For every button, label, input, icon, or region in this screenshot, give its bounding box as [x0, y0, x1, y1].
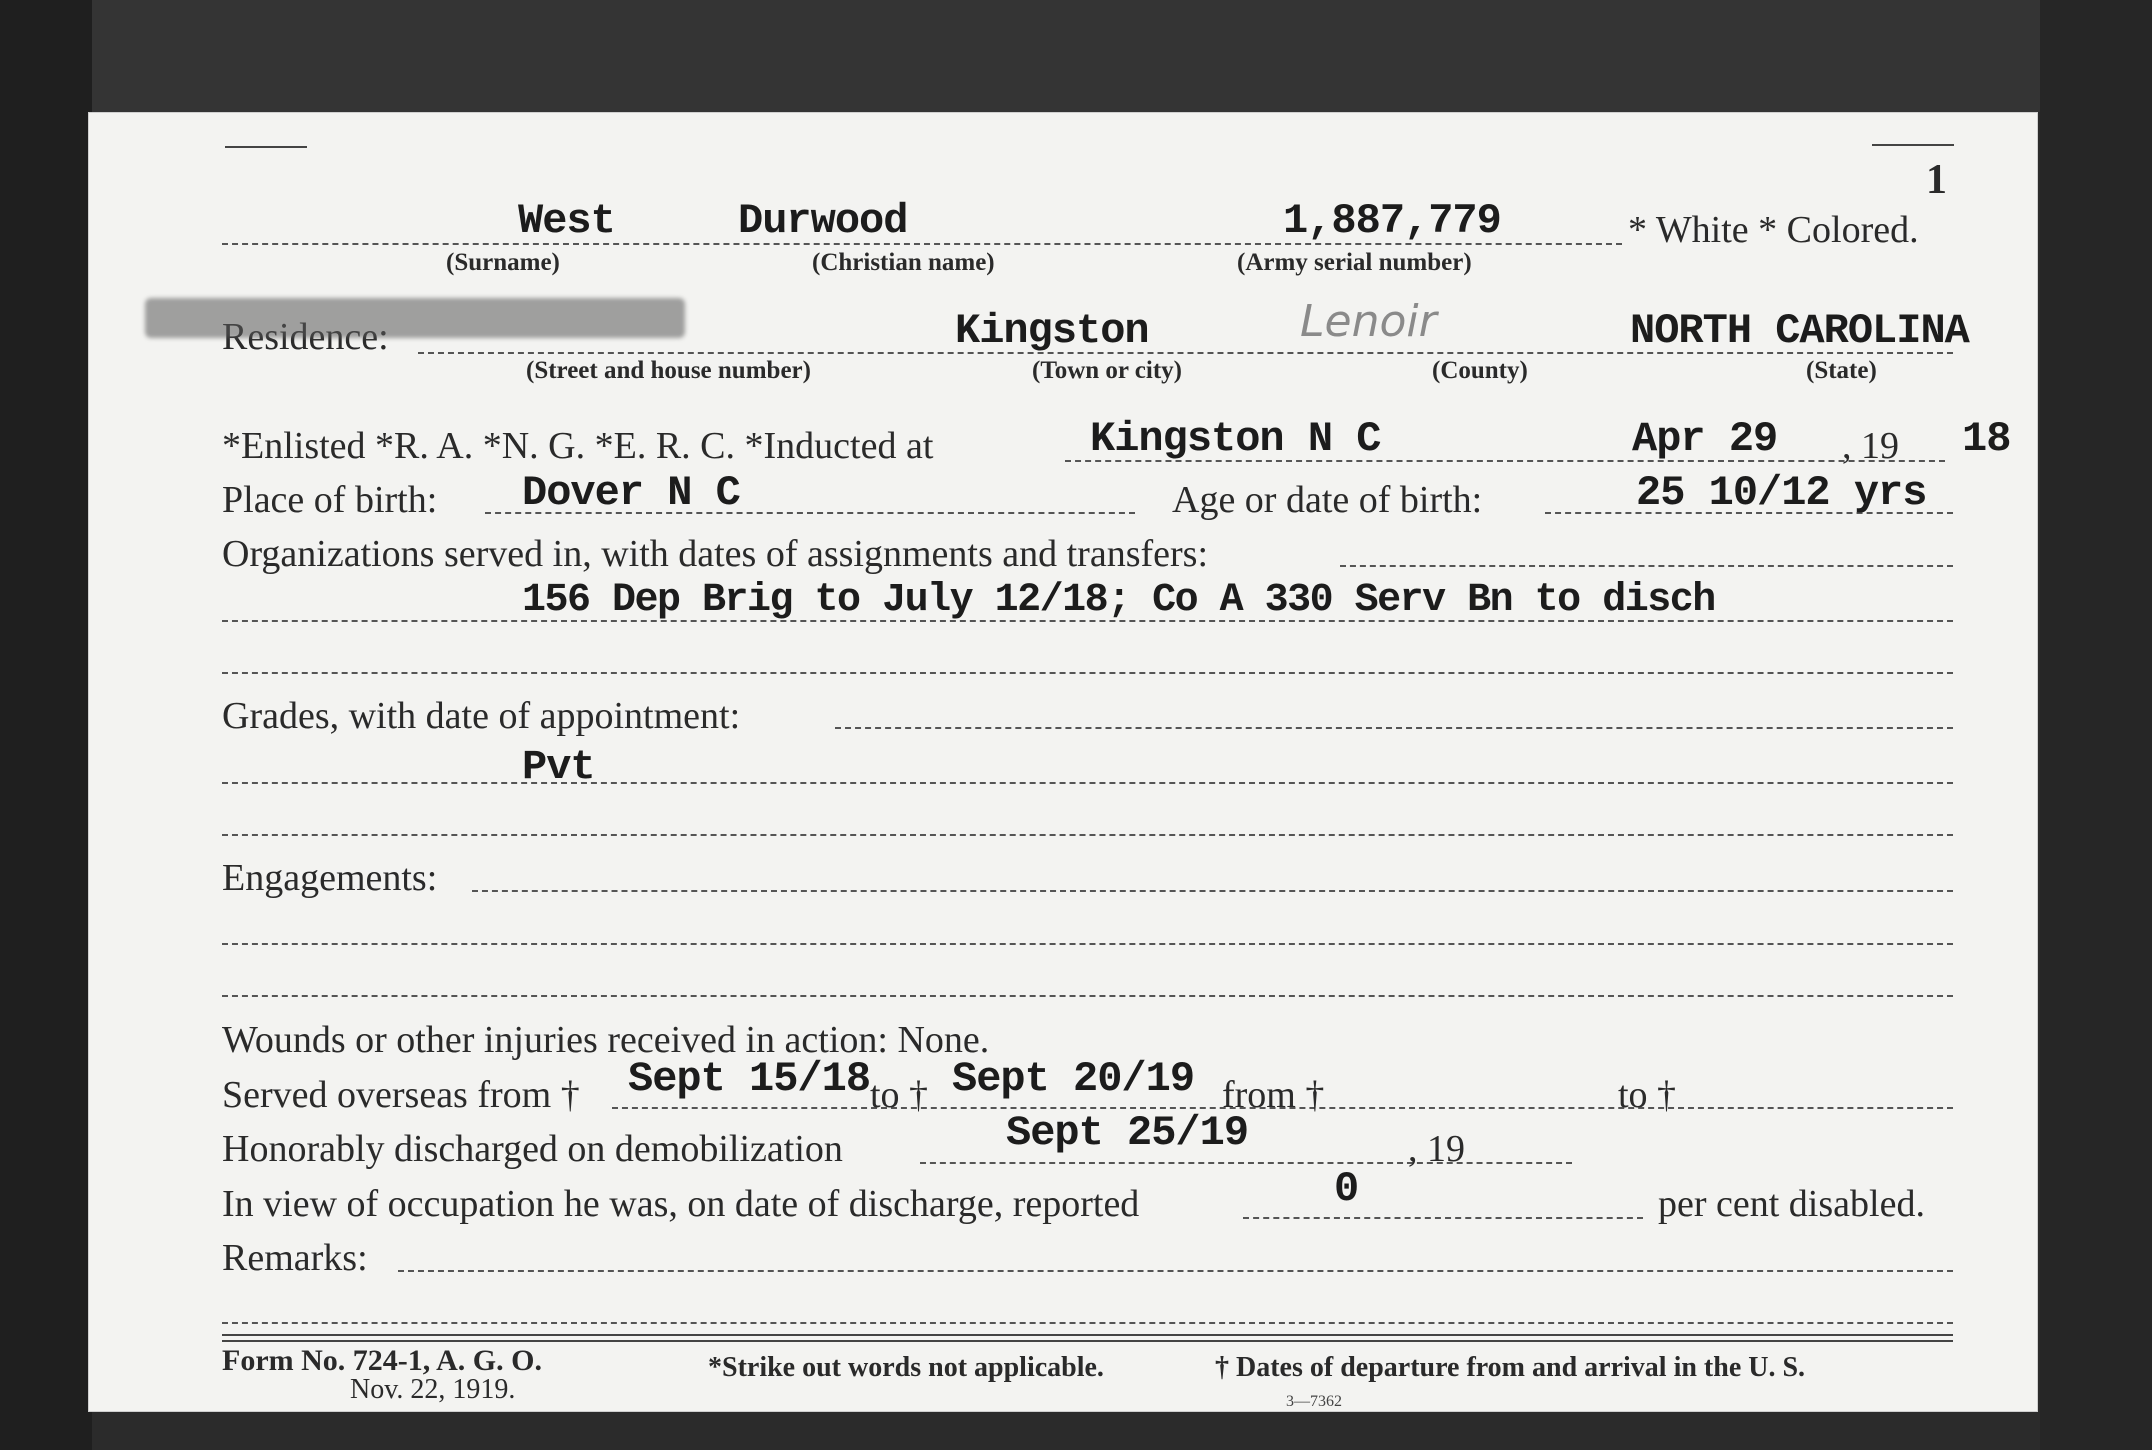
surname-value: West	[518, 197, 615, 245]
serial-number-caption: (Army serial number)	[1237, 249, 1472, 276]
footnote-dates: † Dates of departure from and arrival in the U. S.	[1215, 1352, 1806, 1383]
top-right-rule	[1872, 144, 1954, 146]
remarks-label: Remarks:	[222, 1237, 368, 1279]
overseas-to-label: to †	[870, 1074, 929, 1116]
birth-place-value: Dover N C	[522, 469, 740, 517]
engagements-line-2	[222, 943, 1953, 945]
overseas-to-label-2: to †	[1618, 1074, 1677, 1116]
inducted-year-value: 18	[1962, 415, 2011, 463]
ink-smudge	[145, 298, 685, 338]
footer-rule-1	[222, 1334, 1953, 1336]
grades-line-3	[222, 834, 1953, 836]
age-value: 25 10/12 yrs	[1636, 469, 1927, 517]
disability-line	[1243, 1217, 1643, 1219]
engagements-label: Engagements:	[222, 857, 438, 899]
surname-caption: (Surname)	[446, 249, 560, 276]
remarks-line-2	[222, 1322, 1953, 1324]
christian-name-value: Durwood	[738, 197, 908, 245]
grades-value: Pvt	[522, 743, 595, 791]
discharged-label: Honorably discharged on demobilization	[222, 1128, 843, 1170]
organizations-label: Organizations served in, with dates of assignments and transfers:	[222, 533, 1209, 575]
engagements-line-1	[472, 890, 1953, 892]
state-caption: (State)	[1806, 357, 1877, 384]
residence-state-value: NORTH CAROLINA	[1630, 307, 1969, 355]
overseas-to-value: Sept 20/19	[952, 1055, 1195, 1103]
residence-town-value: Kingston	[955, 307, 1149, 355]
wounds-label: Wounds or other injuries received in action: None.	[222, 1019, 990, 1061]
race-options: * White * Colored.	[1628, 209, 1919, 251]
inducted-at-value: Kingston N C	[1090, 415, 1381, 463]
street-caption: (Street and house number)	[526, 357, 811, 384]
inducted-year-prefix: , 19	[1842, 425, 1899, 467]
organizations-line-1	[1340, 565, 1953, 567]
overseas-from-value: Sept 15/18	[628, 1055, 871, 1103]
serial-number-value: 1,887,779	[1283, 197, 1501, 245]
residence-county-value: Lenoir	[1300, 296, 1437, 347]
inducted-date-value: Apr 29	[1632, 415, 1778, 463]
scan-background-right	[2040, 0, 2152, 1450]
grades-line-2	[222, 782, 1953, 784]
age-label: Age or date of birth:	[1172, 479, 1483, 521]
grades-label: Grades, with date of appointment:	[222, 695, 741, 737]
card-number: 1	[1926, 157, 1947, 203]
discharged-line	[920, 1162, 1572, 1164]
enlisted-label: *Enlisted *R. A. *N. G. *E. R. C. *Inducted at	[222, 425, 934, 467]
overseas-label: Served overseas from †	[222, 1074, 580, 1116]
form-number: Form No. 724-1, A. G. O.	[222, 1344, 542, 1377]
discharged-date-value: Sept 25/19	[1006, 1109, 1249, 1157]
disability-label: In view of occupation he was, on date of discharge, reported	[222, 1183, 1140, 1225]
discharged-year-prefix: , 19	[1408, 1128, 1465, 1170]
form-date: Nov. 22, 1919.	[350, 1374, 516, 1405]
engagements-line-3	[222, 995, 1953, 997]
top-left-rule	[225, 146, 307, 148]
scan-background-top	[0, 0, 2152, 112]
disability-suffix: per cent disabled.	[1658, 1183, 1925, 1225]
christian-name-caption: (Christian name)	[812, 249, 995, 276]
birth-place-label: Place of birth:	[222, 479, 438, 521]
county-caption: (County)	[1432, 357, 1528, 384]
organizations-line-3	[222, 672, 1953, 674]
grades-line-1	[835, 727, 1953, 729]
remarks-line-1	[398, 1270, 1953, 1272]
organizations-value: 156 Dep Brig to July 12/18; Co A 330 Serv Bn to disch	[522, 578, 1715, 623]
footnote-strike: *Strike out words not applicable.	[708, 1352, 1104, 1383]
overseas-from-label-2: from †	[1222, 1074, 1325, 1116]
footer-rule-2	[222, 1340, 1953, 1342]
scan-background-left	[0, 0, 92, 1450]
town-caption: (Town or city)	[1032, 357, 1182, 384]
print-code: 3—7362	[1286, 1393, 1342, 1410]
disability-value: 0	[1334, 1165, 1359, 1213]
